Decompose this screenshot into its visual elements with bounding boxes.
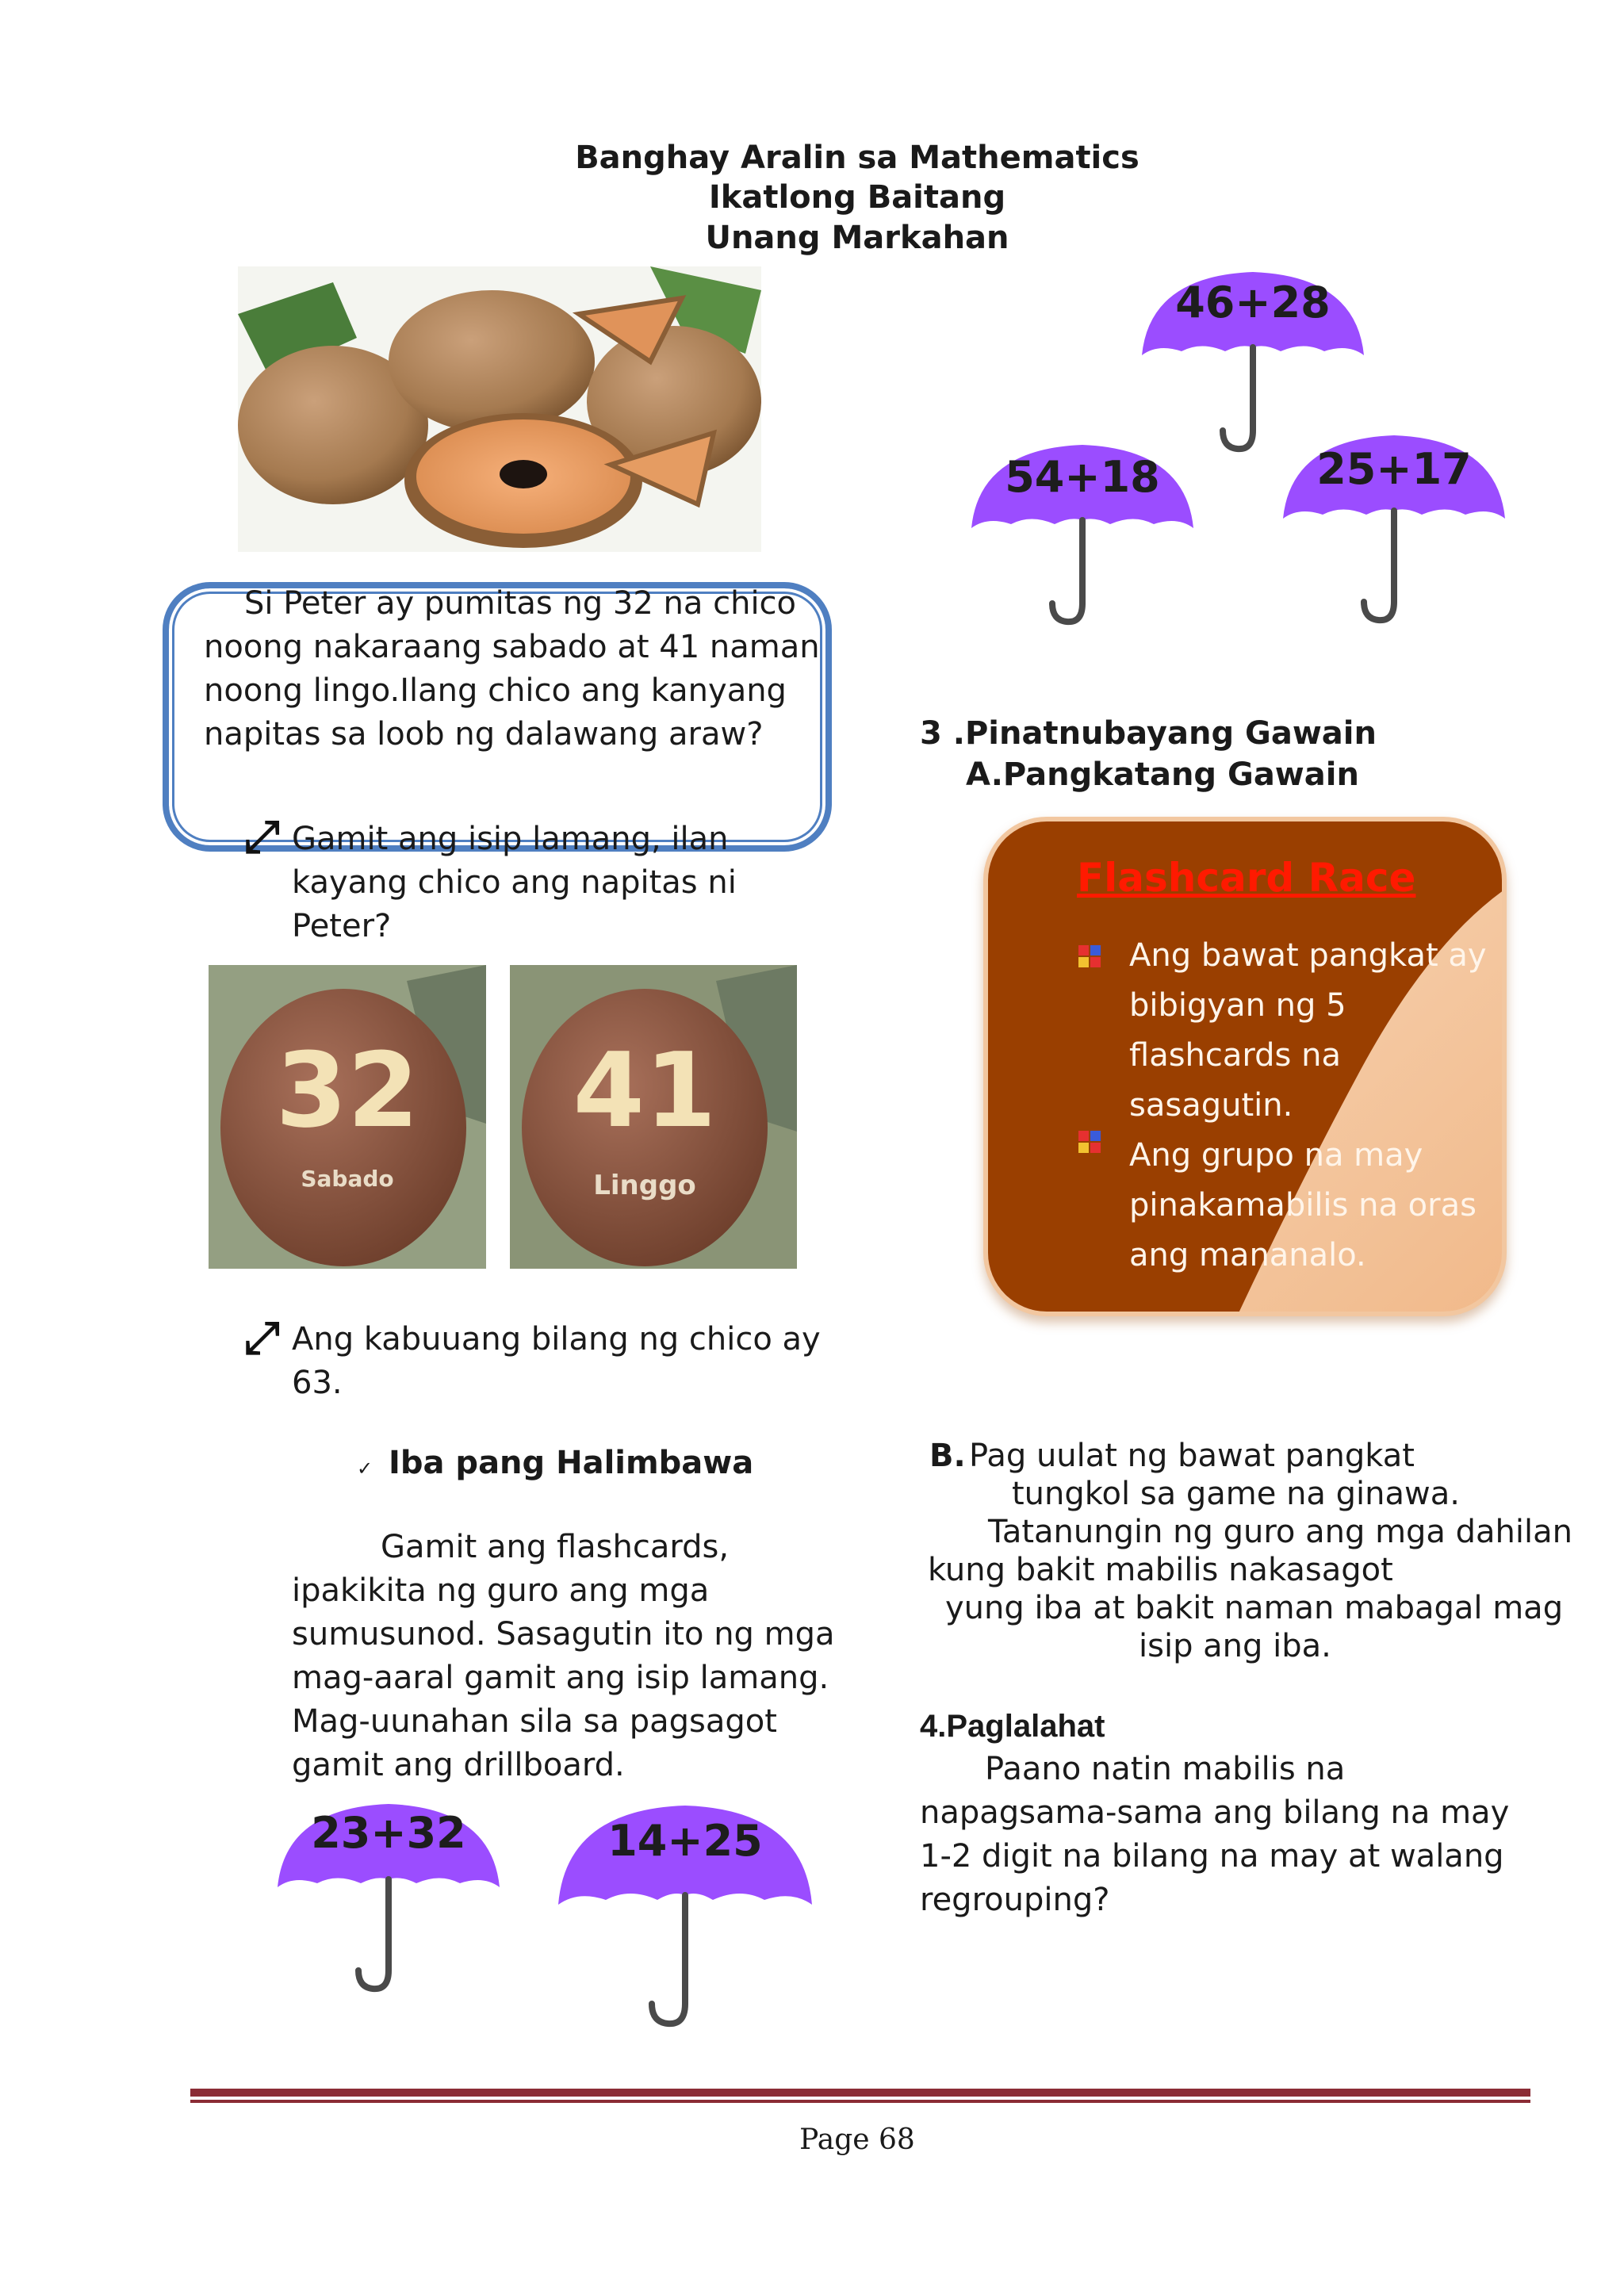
- flashcard-bullet2-line2: pinakamabilis na oras: [1129, 1187, 1477, 1224]
- examples-heading: Iba pang Halimbawa: [389, 1445, 754, 1481]
- sectionB-line-5: yung iba at bakit naman mabagal mag: [945, 1590, 1564, 1626]
- fruit-day-sabado: Sabado: [301, 1166, 394, 1192]
- sectionB-line-6: isip ang iba.: [1139, 1628, 1331, 1664]
- flashcard-bullet1-line3: flashcards na: [1129, 1037, 1341, 1074]
- flashcard-bullet2-line1: Ang grupo na may: [1129, 1137, 1423, 1174]
- answer-line-1: Ang kabuuang bilang ng chico ay: [292, 1321, 821, 1358]
- story-line-3: noong lingo.Ilang chico ang kanyang: [204, 672, 787, 709]
- bullet-icon: [1077, 944, 1102, 972]
- bullet-icon: [1077, 1129, 1102, 1158]
- section4-line-1: Paano natin mabilis na: [985, 1751, 1346, 1787]
- quarter: Unang Markahan: [705, 220, 1009, 256]
- answer-line-2: 63.: [292, 1365, 343, 1401]
- fruit-number-32: 32: [275, 1030, 419, 1151]
- flashcard-bullet2-line3: ang mananalo.: [1129, 1237, 1366, 1273]
- examples-line-6: gamit ang drillboard.: [292, 1747, 625, 1783]
- umbrella-label-1: 46+28: [1175, 278, 1331, 327]
- section4-title: 4.Paglalahat: [920, 1709, 1105, 1744]
- section3-subtitle: A.Pangkatang Gawain: [966, 756, 1359, 793]
- story-line-4: napitas sa loob ng dalawang araw?: [204, 716, 764, 753]
- examples-line-3: sumusunod. Sasagutin ito ng mga: [292, 1616, 835, 1653]
- section3-title: 3 .Pinatnubayang Gawain: [920, 715, 1377, 752]
- section4-line-2: napagsama-sama ang bilang na may: [920, 1794, 1510, 1831]
- checkmark-bullet-icon: ✓: [357, 1457, 373, 1480]
- section4-line-3: 1-2 digit na bilang na may at walang: [920, 1838, 1504, 1875]
- sectionB-line-2: tungkol sa game na ginawa.: [1012, 1476, 1460, 1512]
- story-line-2: noong nakaraang sabado at 41 naman: [204, 629, 820, 665]
- flashcard-race-title: Flashcard Race: [1077, 855, 1416, 901]
- question-line-3: Peter?: [292, 908, 392, 944]
- examples-line-5: Mag-uunahan sila sa pagsagot: [292, 1703, 777, 1740]
- page-number: Page 68: [799, 2124, 915, 2156]
- chico-fruits-illustration: [238, 266, 761, 552]
- footer-divider-thin: [190, 2100, 1530, 2103]
- umbrella-label-2: 54+18: [1005, 452, 1160, 502]
- fruit-day-linggo: Linggo: [593, 1170, 696, 1201]
- sectionB-line-4: kung bakit mabilis nakasagot: [928, 1552, 1393, 1588]
- examples-line-1: Gamit ang flashcards,: [381, 1529, 730, 1565]
- footer-divider: [190, 2089, 1530, 2097]
- section4-line-4: regrouping?: [920, 1882, 1110, 1918]
- sectionB-label: B.: [929, 1438, 966, 1474]
- colored-square-bullet-icon: [1077, 1129, 1102, 1155]
- sectionB-line-1: Pag uulat ng bawat pangkat: [969, 1438, 1415, 1474]
- colored-square-bullet-icon: [1077, 944, 1102, 969]
- sectionB-line-3: Tatanungin ng guro ang mga dahilan: [988, 1514, 1572, 1550]
- story-line-1: Si Peter ay pumitas ng 32 na chico: [244, 585, 797, 622]
- chico-photo: [238, 266, 761, 552]
- doc-title: Banghay Aralin sa Mathematics: [575, 140, 1139, 176]
- flashcard-bullet1-line2: bibigyan ng 5: [1129, 987, 1346, 1024]
- umbrella-label-4: 23+32: [311, 1808, 466, 1858]
- examples-line-2: ipakikita ng guro ang mga: [292, 1572, 710, 1609]
- question-line-2: kayang chico ang napitas ni: [292, 864, 737, 901]
- grade-level: Ikatlong Baitang: [708, 179, 1006, 216]
- arrow-icon: ⤢: [244, 1312, 280, 1364]
- umbrella-label-3: 25+17: [1316, 444, 1472, 494]
- umbrella-label-5: 14+25: [607, 1816, 763, 1866]
- examples-line-4: mag-aaral gamit ang isip lamang.: [292, 1660, 829, 1696]
- fruit-number-41: 41: [573, 1030, 717, 1151]
- flashcard-bullet1-line4: sasagutin.: [1129, 1087, 1293, 1124]
- arrow-icon: ⤢: [244, 811, 280, 863]
- flashcard-bullet1-line1: Ang bawat pangkat ay: [1129, 937, 1487, 974]
- question-line-1: Gamit ang isip lamang, ilan: [292, 821, 729, 857]
